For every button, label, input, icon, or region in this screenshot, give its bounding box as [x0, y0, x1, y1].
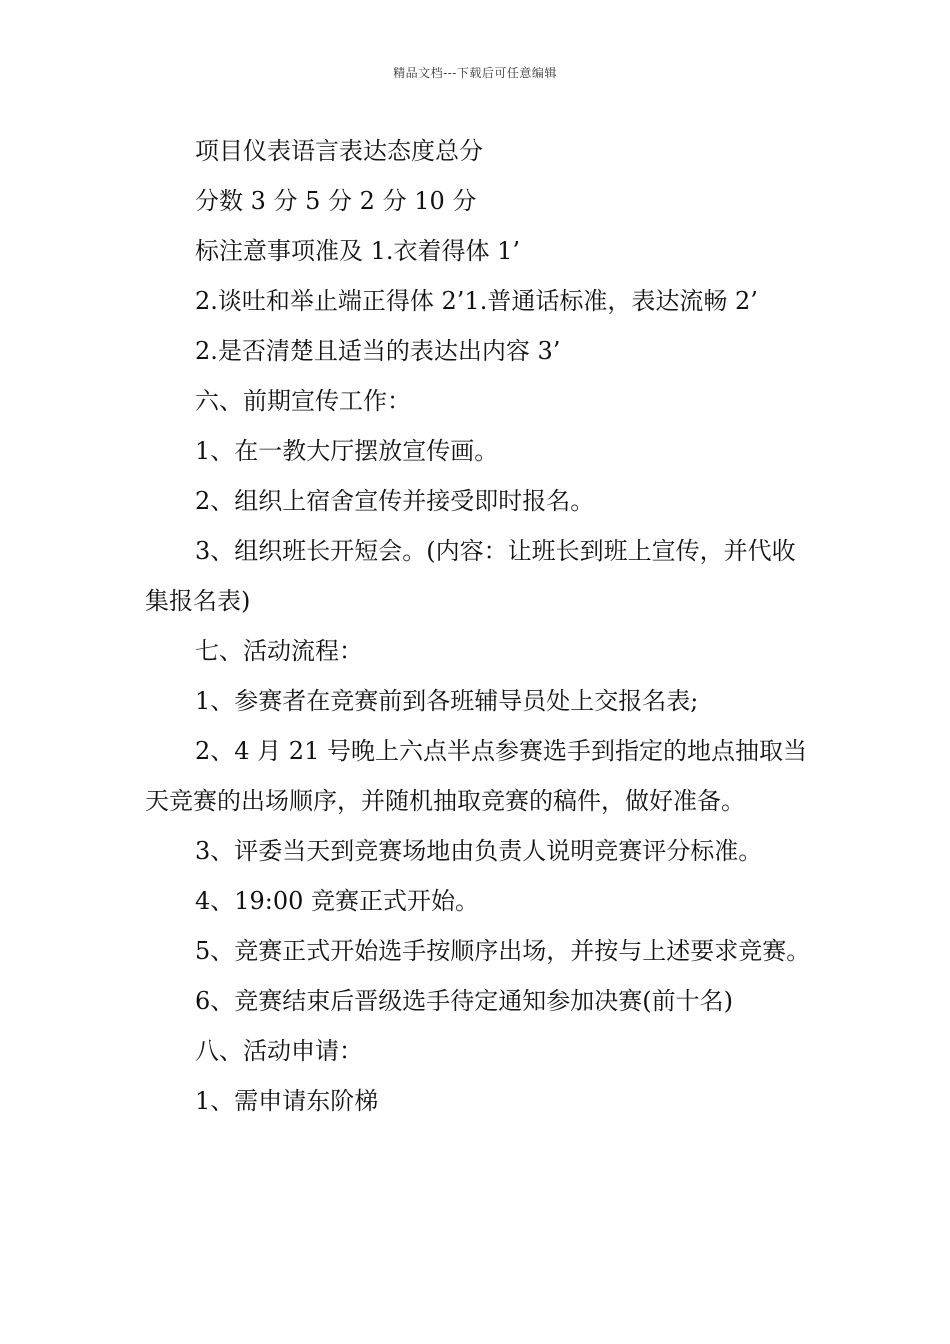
paragraph-score-values: 分数 3 分 5 分 2 分 10 分: [195, 187, 477, 215]
list-item: 1、参赛者在竞赛前到各班辅导员处上交报名表;: [195, 687, 699, 715]
section-heading-application: 八、活动申请：: [195, 1037, 363, 1065]
paragraph-criteria-1: 标注意事项准及 1.衣着得体 1’: [195, 237, 521, 265]
section-heading-process: 七、活动流程：: [195, 637, 363, 665]
list-item: 5、竞赛正式开始选手按顺序出场，并按与上述要求竞赛。: [195, 937, 811, 965]
paragraph-criteria-3: 2.是否清楚且适当的表达出内容 3’: [195, 337, 561, 365]
list-item: 3、组织班长开短会。(内容：让班长到班上宣传，并代收集报名表): [145, 537, 796, 615]
list-item: 3、评委当天到竞赛场地由负责人说明竞赛评分标准。: [195, 837, 763, 865]
list-item: 2、4 月 21 号晚上六点半点参赛选手到指定的地点抽取当天竞赛的出场顺序，并随机抽取竞赛的稿件，做好准备。: [145, 737, 807, 815]
section-heading-publicity: 六、前期宣传工作：: [195, 387, 411, 415]
document-body: [145, 126, 813, 1126]
paragraph-criteria-2: 2.谈吐和举止端正得体 2’1.普通话标准，表达流畅 2’: [195, 287, 758, 315]
list-item: 1、需申请东阶梯: [195, 1087, 379, 1115]
list-item: 1、在一教大厅摆放宣传画。: [195, 437, 499, 465]
list-item: 6、竞赛结束后晋级选手待定通知参加决赛(前十名): [195, 987, 733, 1015]
list-item: 2、组织上宿舍宣传并接受即时报名。: [195, 487, 595, 515]
paragraph-score-table-header: 项目仪表语言表达态度总分: [195, 137, 483, 165]
list-item: 4、19:00 竞赛正式开始。: [195, 887, 480, 915]
page-header: 精品文档---下载后可任意编辑: [393, 66, 557, 80]
